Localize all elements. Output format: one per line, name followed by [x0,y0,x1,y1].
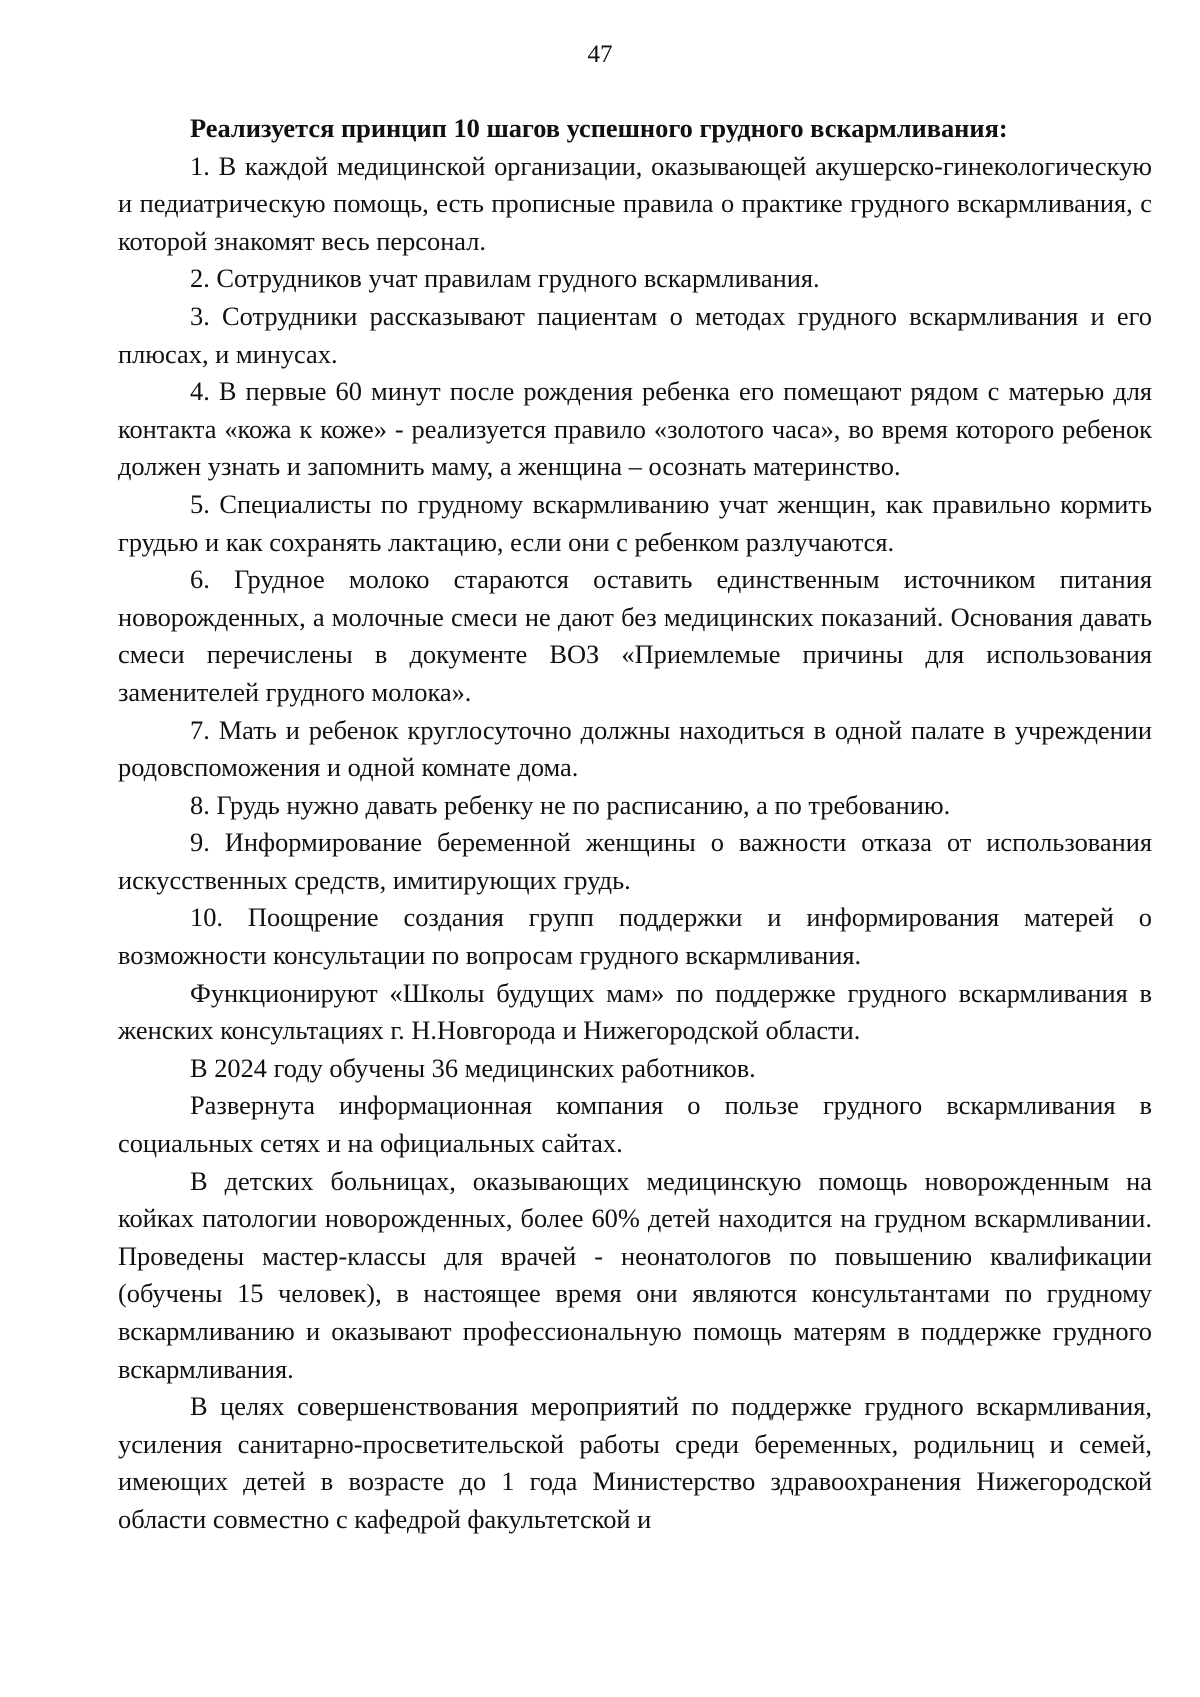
step-9-paragraph: 9. Информирование беременной женщины о важности отказа от использования искусственных средств, имитирующих грудь. [118,827,1152,895]
schools-paragraph: Функционируют «Школы будущих мам» по поддержке грудного вскармливания в женских консультациях г. Н.Новгорода и Нижегородской области. [118,977,1152,1046]
step-6-paragraph: 6. Грудное молоко стараются оставить единственным источником питания новорожденных, а молочные смеси не дают без медицинских показаний. Основания давать смеси перечислены в документе ВОЗ «Приемлемые причины для использования заменителей грудного молока». [118,564,1152,707]
training-paragraph: В 2024 году обучены 36 медицинских работников. [190,1052,756,1083]
step-7-paragraph: 7. Мать и ребенок круглосуточно должны находиться в одной палате в учреждении родовспоможения и одной комнате дома. [118,714,1152,783]
step-10-paragraph: 10. Поощрение создания групп поддержки и информирования матерей о возможности консультации по вопросам грудного вскармливания. [118,902,1152,971]
step-3-paragraph: 3. Сотрудники рассказывают пациентам о методах грудного вскармливания и его плюсах, и минусах. [118,300,1152,369]
page-number: 47 [587,41,613,68]
ministry-paragraph: В целях совершенствования мероприятий по поддержке грудного вскармливания, усиления санитарно-просветительской работы среди беременных, родильниц и семей, имеющих детей в возрасте до 1 года Министерство здравоохранения Нижегородской области совместно с кафедрой факультетской и [118,1391,1152,1534]
step-2-paragraph: 2. Сотрудников учат правилам грудного вскармливания. [190,263,820,294]
step-5-paragraph: 5. Специалисты по грудному вскармливанию учат женщин, как правильно кормить грудью и как сохранять лактацию, если они с ребенком разлучаются. [118,488,1152,557]
section-heading: Реализуется принцип 10 шагов успешного грудного вскармливания: [190,113,1008,143]
document-body [118,110,1152,1539]
step-4-paragraph: 4. В первые 60 минут после рождения ребенка его помещают рядом с матерью для контакта «кожа к коже» - реализуется правило «золотого часа», во время которого ребенок должен узнать и запомнить маму, а женщина – осознать материнство. [118,376,1152,482]
hospitals-paragraph: В детских больницах, оказывающих медицинскую помощь новорожденным на койках патологии новорожденных, более 60% детей находится на грудном вскармливании. Проведены мастер-классы для врачей - неонатологов по повышению квалификации (обучены 15 человек), в настоящее время они являются консультантами по грудному вскармливанию и оказывают профессиональную помощь матерям в поддержке грудного вскармливания. [118,1165,1152,1384]
step-8-paragraph: 8. Грудь нужно давать ребенку не по расписанию, а по требованию. [190,789,951,820]
step-1-paragraph: 1. В каждой медицинской организации, оказывающей акушерско-гинекологическую и педиатрическую помощь, есть прописные правила о практике грудного вскармливания, с которой знакомят весь персонал. [118,150,1152,256]
campaign-paragraph: Развернута информационная компания о пользе грудного вскармливания в социальных сетях и на официальных сайтах. [118,1090,1152,1159]
